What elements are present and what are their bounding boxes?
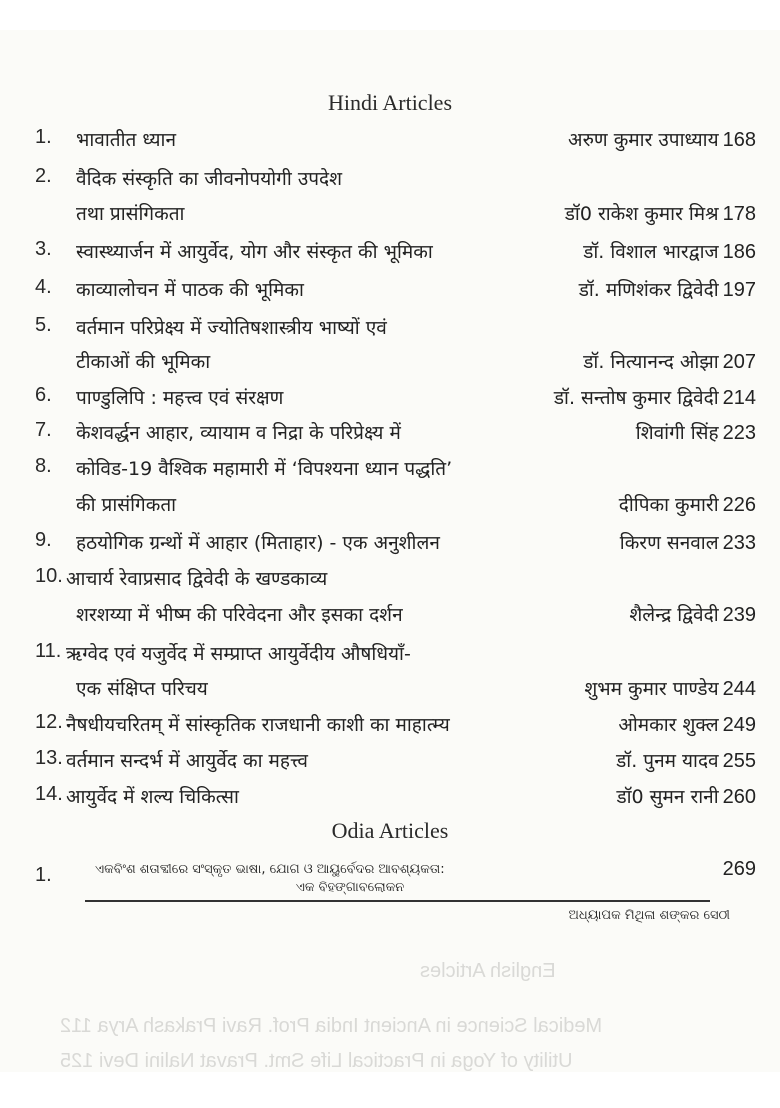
toc-entry-continuation (0, 200, 780, 234)
toc-entry-continuation (0, 601, 780, 635)
entry-title: वैदिक संस्कृति का जीवनोपयोगी उपदेश (76, 168, 343, 190)
entry-number: 10. (35, 565, 63, 587)
entry-page-number: 255 (722, 750, 756, 772)
entry-page-number: 239 (722, 604, 756, 626)
entry-author-page (584, 675, 756, 701)
entry-author: शैलेन्द्र द्विवेदी (629, 604, 719, 626)
entry-title-cont: ଏକ ବିହଙ୍ଗାବଲୋକନ (295, 880, 405, 895)
entry-page-number: 223 (722, 422, 756, 444)
bleed-through-text: Utility of Yoga in Practical Life Smt. Pravat Nalini Devi 125 (60, 1050, 573, 1072)
entry-author: डॉ. नित्यानन्द ओझा (583, 351, 719, 373)
entry-title: भावातीत ध्यान (76, 129, 177, 151)
entry-title-cont: एक संक्षिप्त परिचय (76, 678, 208, 700)
entry-title: केशवर्द्धन आहार, व्यायाम व निद्रा के परिप्रेक्ष्य में (76, 422, 401, 444)
toc-entry[interactable] (0, 711, 780, 745)
entry-title-cont: की प्रासंगिकता (76, 494, 177, 516)
entry-author: दीपिका कुमारी (618, 494, 719, 516)
entry-page-number: 168 (722, 129, 756, 151)
entry-page-number: 233 (722, 532, 756, 554)
entry-author: शुभम कुमार पाण्डेय (584, 678, 719, 700)
entry-title: ଏକବିଂଶ ଶତାବ୍ଦୀରେ ସଂସ୍କୃତ ଭାଷା, ଯୋଗ ଓ ଆୟୁର୍ବେଦର ଆବଶ୍ୟକତା: (95, 862, 445, 877)
entry-author-page (636, 419, 756, 445)
entry-author-page (616, 747, 756, 773)
entry-number: 12. (35, 711, 63, 733)
entry-title: पाण्डुलिपि : महत्त्व एवं संरक्षण (76, 387, 284, 409)
entry-author-page (616, 783, 756, 809)
toc-entry[interactable] (0, 856, 780, 926)
entry-title: नैषधीयचरितम् में सांस्कृतिक राजधानी काशी का माहात्म्य (66, 714, 450, 736)
entry-page-number: 207 (722, 351, 756, 373)
entry-page-number: 269 (722, 858, 756, 880)
entry-page-number: 214 (722, 387, 756, 409)
entry-title: आचार्य रेवाप्रसाद द्विवेदी के खण्डकाव्य (66, 568, 328, 590)
toc-entry[interactable] (0, 783, 780, 817)
entry-author-page (619, 491, 756, 517)
entry-title: काव्यालोचन में पाठक की भूमिका (76, 279, 304, 301)
entry-author-page (554, 384, 756, 410)
toc-entry[interactable] (0, 455, 780, 489)
toc-entry[interactable] (0, 747, 780, 781)
entry-page-number: 249 (722, 714, 756, 736)
entry-title-cont: शरशय्या में भीष्म की परिवेदना और इसका दर्शन (76, 604, 403, 626)
entry-author: ओमकार शुक्ल (618, 714, 719, 736)
entry-author: डॉ0 राकेश कुमार मिश्र (564, 203, 719, 225)
entry-number: 1. (35, 864, 52, 886)
entry-number: 3. (35, 238, 52, 260)
entry-number: 7. (35, 419, 52, 441)
toc-entry[interactable] (0, 529, 780, 563)
entry-author-page (583, 348, 756, 374)
entry-title: स्वास्थ्यार्जन में आयुर्वेद, योग और संस्कृत की भूमिका (76, 241, 433, 263)
entry-title: वर्तमान परिप्रेक्ष्य में ज्योतिषशास्त्रीय भाष्यों एवं (76, 317, 387, 339)
bleed-through-text: Medical Science in Ancient India Prof. Ravi Prakash Arya 112 (60, 1015, 603, 1037)
entry-number: 13. (35, 747, 63, 769)
entry-author-page (565, 200, 756, 226)
entry-title-cont: तथा प्रासंगिकता (76, 203, 185, 225)
entry-number: 14. (35, 783, 63, 805)
entry-title: वर्तमान सन्दर्भ में आयुर्वेद का महत्त्व (66, 750, 308, 772)
document-page (0, 30, 780, 1072)
entry-page-number: 197 (722, 279, 756, 301)
entry-author: डॉ. विशाल भारद्वाज (583, 241, 719, 263)
entry-author: डॉ. पुनम यादव (616, 750, 719, 772)
toc-entry[interactable] (0, 640, 780, 674)
entry-page-number: 178 (722, 203, 756, 225)
entry-author-page (629, 601, 756, 627)
entry-page-number: 260 (722, 786, 756, 808)
toc-entry[interactable] (0, 238, 780, 272)
toc-entry-continuation (0, 491, 780, 525)
entry-page-number: 226 (722, 494, 756, 516)
entry-page-number: 186 (722, 241, 756, 263)
entry-number: 1. (35, 126, 52, 148)
entry-author: डॉ0 सुमन रानी (616, 786, 719, 808)
toc-entry-continuation (0, 348, 780, 382)
entry-title-cont: टीकाओं की भूमिका (76, 351, 211, 373)
toc-entry[interactable] (0, 419, 780, 453)
entry-title: कोविड-19 वैश्विक महामारी में ‘विपश्यना ध्यान पद्धति’ (76, 458, 453, 480)
toc-entry[interactable] (0, 126, 780, 160)
entry-author-page (579, 276, 756, 302)
entry-title: ऋग्वेद एवं यजुर्वेद में सम्प्राप्त आयुर्वेदीय औषधियाँ- (66, 643, 411, 665)
entry-author: ଅଧ୍ୟାପକ ମିଥିଳା ଶଙ୍କର ସେଠୀ (568, 908, 730, 923)
toc-entry[interactable] (0, 384, 780, 418)
entry-page-number: 244 (722, 678, 756, 700)
bleed-through-text: English Articles (420, 960, 556, 982)
entry-number: 8. (35, 455, 52, 477)
toc-entry[interactable] (0, 165, 780, 199)
toc-entry[interactable] (0, 276, 780, 310)
divider-rule (85, 900, 710, 902)
toc-entry[interactable] (0, 565, 780, 599)
toc-entry-continuation (0, 675, 780, 709)
section-heading-hindi: Hindi Articles (327, 90, 453, 115)
entry-number: 11. (35, 640, 62, 662)
entry-author: डॉ. सन्तोष कुमार द्विवेदी (553, 387, 719, 409)
toc-entry[interactable] (0, 314, 780, 348)
entry-number: 4. (35, 276, 52, 298)
section-heading-odia: Odia Articles (331, 818, 449, 843)
entry-title: आयुर्वेद में शल्य चिकित्सा (66, 786, 239, 808)
entry-author-page (568, 126, 756, 152)
entry-author: डॉ. मणिशंकर द्विवेदी (578, 279, 719, 301)
entry-author: किरण सनवाल (619, 532, 719, 554)
entry-author-page (620, 529, 756, 555)
entry-number: 9. (35, 529, 52, 551)
entry-title: हठयोगिक ग्रन्थों में आहार (मिताहार) - एक अनुशीलन (76, 532, 440, 554)
entry-number: 2. (35, 165, 52, 187)
entry-author: शिवांगी सिंह (635, 422, 719, 444)
entry-author-page (583, 238, 756, 264)
entry-number: 5. (35, 314, 52, 336)
entry-author: अरुण कुमार उपाध्याय (568, 129, 719, 151)
entry-number: 6. (35, 384, 52, 406)
entry-author-page (618, 711, 756, 737)
